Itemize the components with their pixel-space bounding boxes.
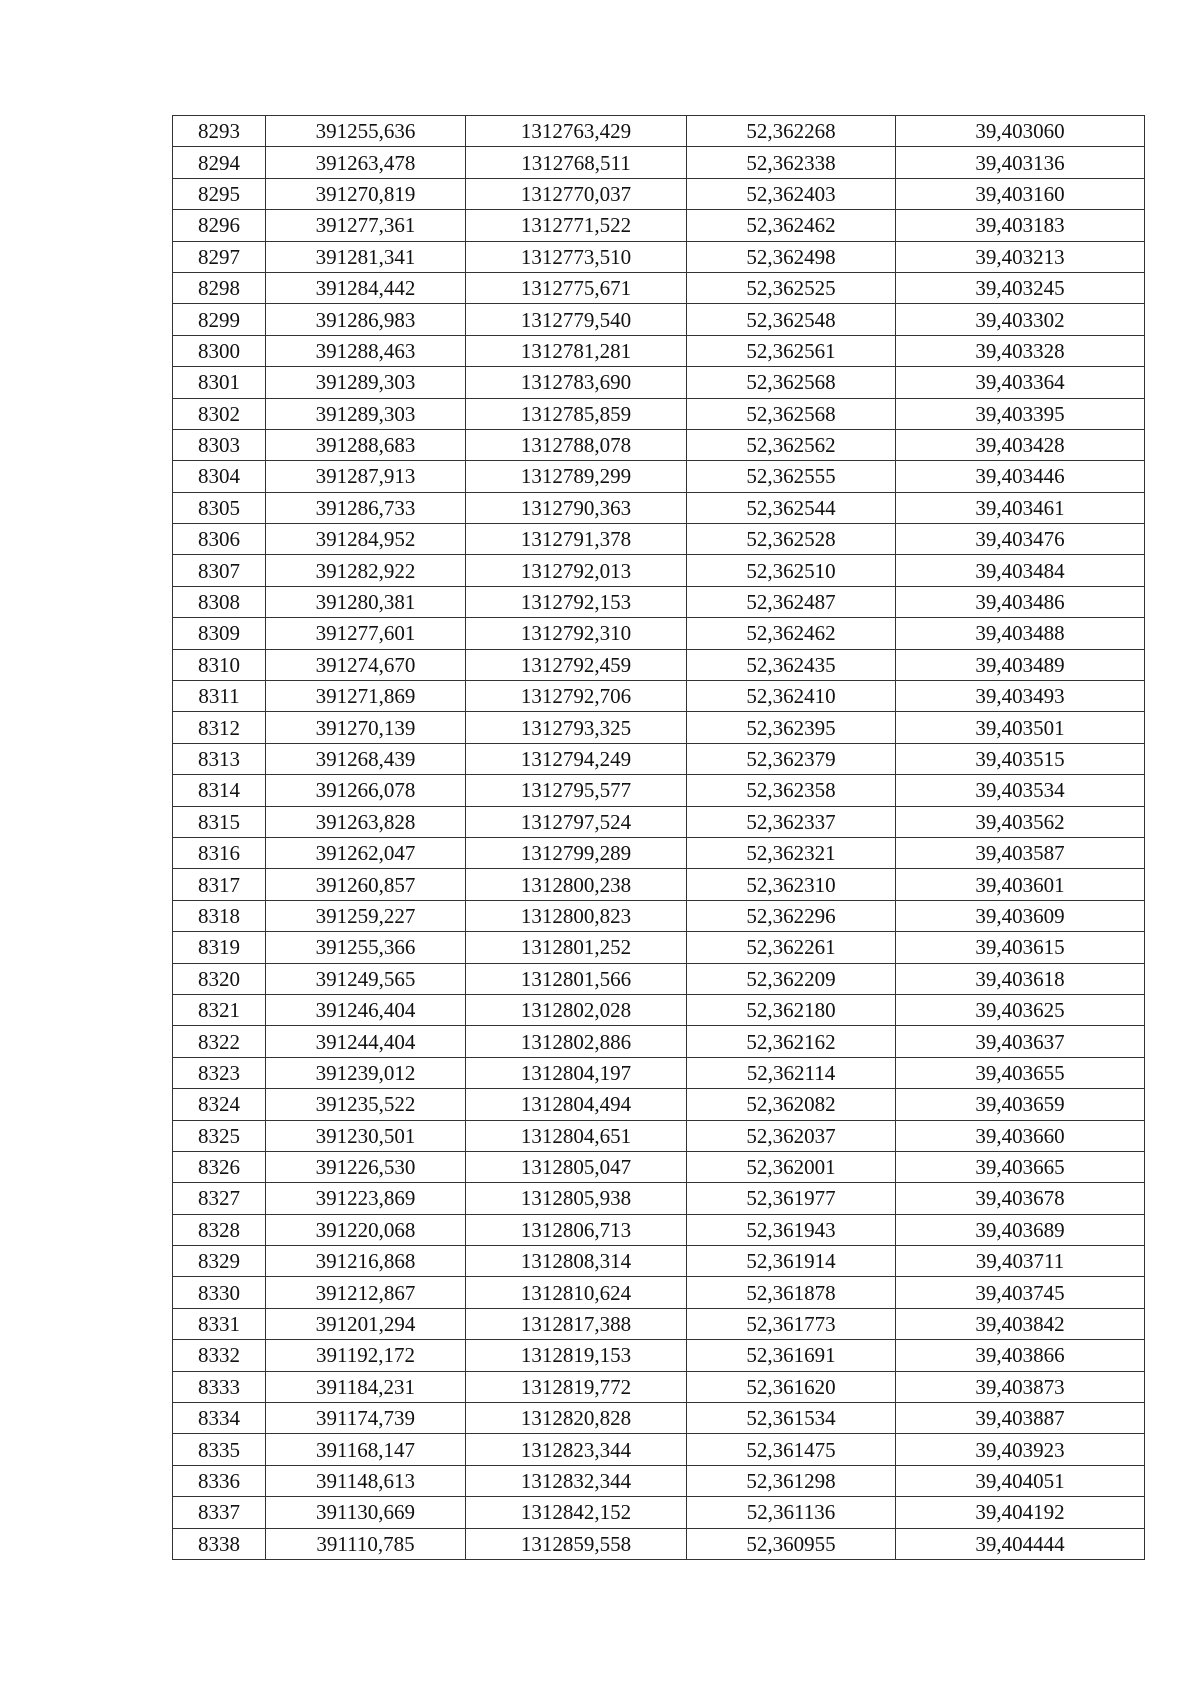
latitude-cell: 52,362555 — [687, 461, 896, 492]
x-coordinate-cell: 391235,522 — [266, 1089, 466, 1120]
y-coordinate-cell: 1312800,823 — [466, 900, 687, 931]
x-coordinate-cell: 391220,068 — [266, 1214, 466, 1245]
table-row — [173, 1057, 1145, 1088]
latitude-cell: 52,361977 — [687, 1183, 896, 1214]
longitude-cell: 39,403625 — [896, 994, 1145, 1025]
x-coordinate-cell: 391270,139 — [266, 712, 466, 743]
latitude-cell: 52,361475 — [687, 1434, 896, 1465]
y-coordinate-cell: 1312819,772 — [466, 1371, 687, 1402]
table-row — [173, 586, 1145, 617]
point-number-cell: 8325 — [173, 1120, 266, 1151]
y-coordinate-cell: 1312788,078 — [466, 429, 687, 460]
point-number-cell: 8306 — [173, 524, 266, 555]
latitude-cell: 52,362379 — [687, 743, 896, 774]
table-row — [173, 1026, 1145, 1057]
y-coordinate-cell: 1312793,325 — [466, 712, 687, 743]
longitude-cell: 39,403601 — [896, 869, 1145, 900]
longitude-cell: 39,403689 — [896, 1214, 1145, 1245]
longitude-cell: 39,403486 — [896, 586, 1145, 617]
x-coordinate-cell: 391226,530 — [266, 1151, 466, 1182]
latitude-cell: 52,362568 — [687, 367, 896, 398]
table-row — [173, 837, 1145, 868]
y-coordinate-cell: 1312823,344 — [466, 1434, 687, 1465]
y-coordinate-cell: 1312800,238 — [466, 869, 687, 900]
y-coordinate-cell: 1312795,577 — [466, 775, 687, 806]
x-coordinate-cell: 391270,819 — [266, 178, 466, 209]
x-coordinate-cell: 391282,922 — [266, 555, 466, 586]
x-coordinate-cell: 391286,733 — [266, 492, 466, 523]
x-coordinate-cell: 391216,868 — [266, 1246, 466, 1277]
table-row — [173, 994, 1145, 1025]
longitude-cell: 39,403060 — [896, 116, 1145, 147]
latitude-cell: 52,362261 — [687, 932, 896, 963]
latitude-cell: 52,361914 — [687, 1246, 896, 1277]
table-row — [173, 681, 1145, 712]
longitude-cell: 39,403637 — [896, 1026, 1145, 1057]
y-coordinate-cell: 1312789,299 — [466, 461, 687, 492]
latitude-cell: 52,361534 — [687, 1403, 896, 1434]
longitude-cell: 39,403395 — [896, 398, 1145, 429]
table-row — [173, 963, 1145, 994]
y-coordinate-cell: 1312808,314 — [466, 1246, 687, 1277]
x-coordinate-cell: 391130,669 — [266, 1497, 466, 1528]
point-number-cell: 8303 — [173, 429, 266, 460]
x-coordinate-cell: 391255,636 — [266, 116, 466, 147]
x-coordinate-cell: 391277,361 — [266, 210, 466, 241]
longitude-cell: 39,403461 — [896, 492, 1145, 523]
longitude-cell: 39,403245 — [896, 272, 1145, 303]
x-coordinate-cell: 391201,294 — [266, 1308, 466, 1339]
table-row — [173, 618, 1145, 649]
longitude-cell: 39,403428 — [896, 429, 1145, 460]
longitude-cell: 39,403364 — [896, 367, 1145, 398]
table-row — [173, 743, 1145, 774]
y-coordinate-cell: 1312792,310 — [466, 618, 687, 649]
longitude-cell: 39,403678 — [896, 1183, 1145, 1214]
latitude-cell: 52,362410 — [687, 681, 896, 712]
table-row — [173, 1277, 1145, 1308]
longitude-cell: 39,403609 — [896, 900, 1145, 931]
x-coordinate-cell: 391286,983 — [266, 304, 466, 335]
latitude-cell: 52,362568 — [687, 398, 896, 429]
x-coordinate-cell: 391259,227 — [266, 900, 466, 931]
table-row — [173, 1089, 1145, 1120]
latitude-cell: 52,362337 — [687, 806, 896, 837]
y-coordinate-cell: 1312792,153 — [466, 586, 687, 617]
y-coordinate-cell: 1312842,152 — [466, 1497, 687, 1528]
x-coordinate-cell: 391289,303 — [266, 367, 466, 398]
table-row — [173, 1214, 1145, 1245]
table-row — [173, 555, 1145, 586]
x-coordinate-cell: 391230,501 — [266, 1120, 466, 1151]
y-coordinate-cell: 1312859,558 — [466, 1528, 687, 1559]
point-number-cell: 8327 — [173, 1183, 266, 1214]
point-number-cell: 8318 — [173, 900, 266, 931]
y-coordinate-cell: 1312775,671 — [466, 272, 687, 303]
coordinates-table — [172, 115, 1145, 1560]
longitude-cell: 39,403501 — [896, 712, 1145, 743]
longitude-cell: 39,403515 — [896, 743, 1145, 774]
longitude-cell: 39,403183 — [896, 210, 1145, 241]
point-number-cell: 8323 — [173, 1057, 266, 1088]
y-coordinate-cell: 1312773,510 — [466, 241, 687, 272]
point-number-cell: 8300 — [173, 335, 266, 366]
longitude-cell: 39,403484 — [896, 555, 1145, 586]
table-row — [173, 210, 1145, 241]
latitude-cell: 52,362498 — [687, 241, 896, 272]
x-coordinate-cell: 391289,303 — [266, 398, 466, 429]
longitude-cell: 39,403476 — [896, 524, 1145, 555]
x-coordinate-cell: 391280,381 — [266, 586, 466, 617]
x-coordinate-cell: 391277,601 — [266, 618, 466, 649]
point-number-cell: 8302 — [173, 398, 266, 429]
x-coordinate-cell: 391168,147 — [266, 1434, 466, 1465]
table-row — [173, 932, 1145, 963]
table-row — [173, 649, 1145, 680]
longitude-cell: 39,403587 — [896, 837, 1145, 868]
point-number-cell: 8324 — [173, 1089, 266, 1120]
longitude-cell: 39,403446 — [896, 461, 1145, 492]
table-row — [173, 1183, 1145, 1214]
table-row — [173, 869, 1145, 900]
latitude-cell: 52,362435 — [687, 649, 896, 680]
x-coordinate-cell: 391288,683 — [266, 429, 466, 460]
latitude-cell: 52,362528 — [687, 524, 896, 555]
x-coordinate-cell: 391271,869 — [266, 681, 466, 712]
latitude-cell: 52,362525 — [687, 272, 896, 303]
table-row — [173, 116, 1145, 147]
x-coordinate-cell: 391184,231 — [266, 1371, 466, 1402]
longitude-cell: 39,403866 — [896, 1340, 1145, 1371]
table-row — [173, 1528, 1145, 1559]
y-coordinate-cell: 1312785,859 — [466, 398, 687, 429]
y-coordinate-cell: 1312802,028 — [466, 994, 687, 1025]
longitude-cell: 39,403493 — [896, 681, 1145, 712]
table-row — [173, 492, 1145, 523]
point-number-cell: 8335 — [173, 1434, 266, 1465]
latitude-cell: 52,361691 — [687, 1340, 896, 1371]
latitude-cell: 52,362510 — [687, 555, 896, 586]
latitude-cell: 52,362268 — [687, 116, 896, 147]
longitude-cell: 39,404444 — [896, 1528, 1145, 1559]
table-row — [173, 1403, 1145, 1434]
y-coordinate-cell: 1312763,429 — [466, 116, 687, 147]
latitude-cell: 52,361878 — [687, 1277, 896, 1308]
y-coordinate-cell: 1312792,706 — [466, 681, 687, 712]
y-coordinate-cell: 1312783,690 — [466, 367, 687, 398]
point-number-cell: 8315 — [173, 806, 266, 837]
table-row — [173, 1340, 1145, 1371]
x-coordinate-cell: 391212,867 — [266, 1277, 466, 1308]
x-coordinate-cell: 391262,047 — [266, 837, 466, 868]
point-number-cell: 8330 — [173, 1277, 266, 1308]
point-number-cell: 8328 — [173, 1214, 266, 1245]
y-coordinate-cell: 1312791,378 — [466, 524, 687, 555]
point-number-cell: 8322 — [173, 1026, 266, 1057]
latitude-cell: 52,362462 — [687, 210, 896, 241]
point-number-cell: 8295 — [173, 178, 266, 209]
latitude-cell: 52,360955 — [687, 1528, 896, 1559]
y-coordinate-cell: 1312805,938 — [466, 1183, 687, 1214]
longitude-cell: 39,403534 — [896, 775, 1145, 806]
point-number-cell: 8310 — [173, 649, 266, 680]
table-row — [173, 1120, 1145, 1151]
latitude-cell: 52,362395 — [687, 712, 896, 743]
longitude-cell: 39,403160 — [896, 178, 1145, 209]
latitude-cell: 52,362548 — [687, 304, 896, 335]
x-coordinate-cell: 391148,613 — [266, 1465, 466, 1496]
longitude-cell: 39,403618 — [896, 963, 1145, 994]
y-coordinate-cell: 1312802,886 — [466, 1026, 687, 1057]
longitude-cell: 39,404192 — [896, 1497, 1145, 1528]
y-coordinate-cell: 1312810,624 — [466, 1277, 687, 1308]
table-row — [173, 900, 1145, 931]
table-row — [173, 806, 1145, 837]
point-number-cell: 8321 — [173, 994, 266, 1025]
x-coordinate-cell: 391266,078 — [266, 775, 466, 806]
longitude-cell: 39,403615 — [896, 932, 1145, 963]
latitude-cell: 52,362180 — [687, 994, 896, 1025]
y-coordinate-cell: 1312792,013 — [466, 555, 687, 586]
table-row — [173, 1246, 1145, 1277]
point-number-cell: 8337 — [173, 1497, 266, 1528]
point-number-cell: 8316 — [173, 837, 266, 868]
latitude-cell: 52,362209 — [687, 963, 896, 994]
y-coordinate-cell: 1312799,289 — [466, 837, 687, 868]
latitude-cell: 52,362001 — [687, 1151, 896, 1182]
table-row — [173, 1151, 1145, 1182]
y-coordinate-cell: 1312781,281 — [466, 335, 687, 366]
y-coordinate-cell: 1312804,197 — [466, 1057, 687, 1088]
y-coordinate-cell: 1312768,511 — [466, 147, 687, 178]
point-number-cell: 8304 — [173, 461, 266, 492]
latitude-cell: 52,362114 — [687, 1057, 896, 1088]
point-number-cell: 8293 — [173, 116, 266, 147]
point-number-cell: 8332 — [173, 1340, 266, 1371]
y-coordinate-cell: 1312790,363 — [466, 492, 687, 523]
longitude-cell: 39,403655 — [896, 1057, 1145, 1088]
point-number-cell: 8336 — [173, 1465, 266, 1496]
table-row — [173, 1465, 1145, 1496]
point-number-cell: 8319 — [173, 932, 266, 963]
point-number-cell: 8309 — [173, 618, 266, 649]
longitude-cell: 39,403136 — [896, 147, 1145, 178]
y-coordinate-cell: 1312797,524 — [466, 806, 687, 837]
point-number-cell: 8334 — [173, 1403, 266, 1434]
x-coordinate-cell: 391263,478 — [266, 147, 466, 178]
point-number-cell: 8297 — [173, 241, 266, 272]
table-row — [173, 524, 1145, 555]
table-row — [173, 1308, 1145, 1339]
y-coordinate-cell: 1312820,828 — [466, 1403, 687, 1434]
table-row — [173, 335, 1145, 366]
y-coordinate-cell: 1312801,252 — [466, 932, 687, 963]
coordinates-table-body — [173, 116, 1145, 1560]
longitude-cell: 39,403923 — [896, 1434, 1145, 1465]
point-number-cell: 8301 — [173, 367, 266, 398]
point-number-cell: 8333 — [173, 1371, 266, 1402]
latitude-cell: 52,362487 — [687, 586, 896, 617]
point-number-cell: 8331 — [173, 1308, 266, 1339]
x-coordinate-cell: 391287,913 — [266, 461, 466, 492]
y-coordinate-cell: 1312779,540 — [466, 304, 687, 335]
longitude-cell: 39,403488 — [896, 618, 1145, 649]
longitude-cell: 39,403562 — [896, 806, 1145, 837]
x-coordinate-cell: 391284,952 — [266, 524, 466, 555]
x-coordinate-cell: 391274,670 — [266, 649, 466, 680]
x-coordinate-cell: 391239,012 — [266, 1057, 466, 1088]
longitude-cell: 39,403842 — [896, 1308, 1145, 1339]
x-coordinate-cell: 391284,442 — [266, 272, 466, 303]
longitude-cell: 39,403660 — [896, 1120, 1145, 1151]
table-row — [173, 178, 1145, 209]
point-number-cell: 8308 — [173, 586, 266, 617]
y-coordinate-cell: 1312770,037 — [466, 178, 687, 209]
table-row — [173, 1434, 1145, 1465]
x-coordinate-cell: 391281,341 — [266, 241, 466, 272]
latitude-cell: 52,361773 — [687, 1308, 896, 1339]
point-number-cell: 8307 — [173, 555, 266, 586]
longitude-cell: 39,403665 — [896, 1151, 1145, 1182]
table-row — [173, 1371, 1145, 1402]
point-number-cell: 8314 — [173, 775, 266, 806]
latitude-cell: 52,362037 — [687, 1120, 896, 1151]
latitude-cell: 52,361943 — [687, 1214, 896, 1245]
latitude-cell: 52,362562 — [687, 429, 896, 460]
table-row — [173, 147, 1145, 178]
table-row — [173, 775, 1145, 806]
longitude-cell: 39,403302 — [896, 304, 1145, 335]
table-row — [173, 367, 1145, 398]
latitude-cell: 52,362561 — [687, 335, 896, 366]
table-row — [173, 461, 1145, 492]
latitude-cell: 52,362321 — [687, 837, 896, 868]
point-number-cell: 8298 — [173, 272, 266, 303]
longitude-cell: 39,403887 — [896, 1403, 1145, 1434]
table-row — [173, 398, 1145, 429]
point-number-cell: 8338 — [173, 1528, 266, 1559]
x-coordinate-cell: 391268,439 — [266, 743, 466, 774]
latitude-cell: 52,362162 — [687, 1026, 896, 1057]
latitude-cell: 52,362544 — [687, 492, 896, 523]
point-number-cell: 8305 — [173, 492, 266, 523]
longitude-cell: 39,403213 — [896, 241, 1145, 272]
point-number-cell: 8313 — [173, 743, 266, 774]
x-coordinate-cell: 391260,857 — [266, 869, 466, 900]
latitude-cell: 52,362403 — [687, 178, 896, 209]
latitude-cell: 52,362310 — [687, 869, 896, 900]
table-row — [173, 304, 1145, 335]
table-row — [173, 241, 1145, 272]
x-coordinate-cell: 391192,172 — [266, 1340, 466, 1371]
x-coordinate-cell: 391110,785 — [266, 1528, 466, 1559]
y-coordinate-cell: 1312794,249 — [466, 743, 687, 774]
x-coordinate-cell: 391255,366 — [266, 932, 466, 963]
point-number-cell: 8320 — [173, 963, 266, 994]
x-coordinate-cell: 391244,404 — [266, 1026, 466, 1057]
y-coordinate-cell: 1312832,344 — [466, 1465, 687, 1496]
y-coordinate-cell: 1312806,713 — [466, 1214, 687, 1245]
longitude-cell: 39,403659 — [896, 1089, 1145, 1120]
latitude-cell: 52,362358 — [687, 775, 896, 806]
latitude-cell: 52,362462 — [687, 618, 896, 649]
y-coordinate-cell: 1312805,047 — [466, 1151, 687, 1182]
latitude-cell: 52,361136 — [687, 1497, 896, 1528]
longitude-cell: 39,403328 — [896, 335, 1145, 366]
point-number-cell: 8312 — [173, 712, 266, 743]
point-number-cell: 8326 — [173, 1151, 266, 1182]
latitude-cell: 52,362338 — [687, 147, 896, 178]
point-number-cell: 8299 — [173, 304, 266, 335]
point-number-cell: 8317 — [173, 869, 266, 900]
x-coordinate-cell: 391223,869 — [266, 1183, 466, 1214]
table-row — [173, 429, 1145, 460]
y-coordinate-cell: 1312804,651 — [466, 1120, 687, 1151]
table-row — [173, 712, 1145, 743]
y-coordinate-cell: 1312801,566 — [466, 963, 687, 994]
x-coordinate-cell: 391174,739 — [266, 1403, 466, 1434]
latitude-cell: 52,362082 — [687, 1089, 896, 1120]
x-coordinate-cell: 391288,463 — [266, 335, 466, 366]
longitude-cell: 39,403745 — [896, 1277, 1145, 1308]
y-coordinate-cell: 1312817,388 — [466, 1308, 687, 1339]
y-coordinate-cell: 1312771,522 — [466, 210, 687, 241]
x-coordinate-cell: 391246,404 — [266, 994, 466, 1025]
longitude-cell: 39,403489 — [896, 649, 1145, 680]
longitude-cell: 39,404051 — [896, 1465, 1145, 1496]
table-row — [173, 272, 1145, 303]
latitude-cell: 52,361298 — [687, 1465, 896, 1496]
point-number-cell: 8296 — [173, 210, 266, 241]
latitude-cell: 52,362296 — [687, 900, 896, 931]
y-coordinate-cell: 1312819,153 — [466, 1340, 687, 1371]
longitude-cell: 39,403711 — [896, 1246, 1145, 1277]
x-coordinate-cell: 391263,828 — [266, 806, 466, 837]
longitude-cell: 39,403873 — [896, 1371, 1145, 1402]
table-row — [173, 1497, 1145, 1528]
point-number-cell: 8311 — [173, 681, 266, 712]
y-coordinate-cell: 1312804,494 — [466, 1089, 687, 1120]
y-coordinate-cell: 1312792,459 — [466, 649, 687, 680]
latitude-cell: 52,361620 — [687, 1371, 896, 1402]
point-number-cell: 8329 — [173, 1246, 266, 1277]
point-number-cell: 8294 — [173, 147, 266, 178]
x-coordinate-cell: 391249,565 — [266, 963, 466, 994]
